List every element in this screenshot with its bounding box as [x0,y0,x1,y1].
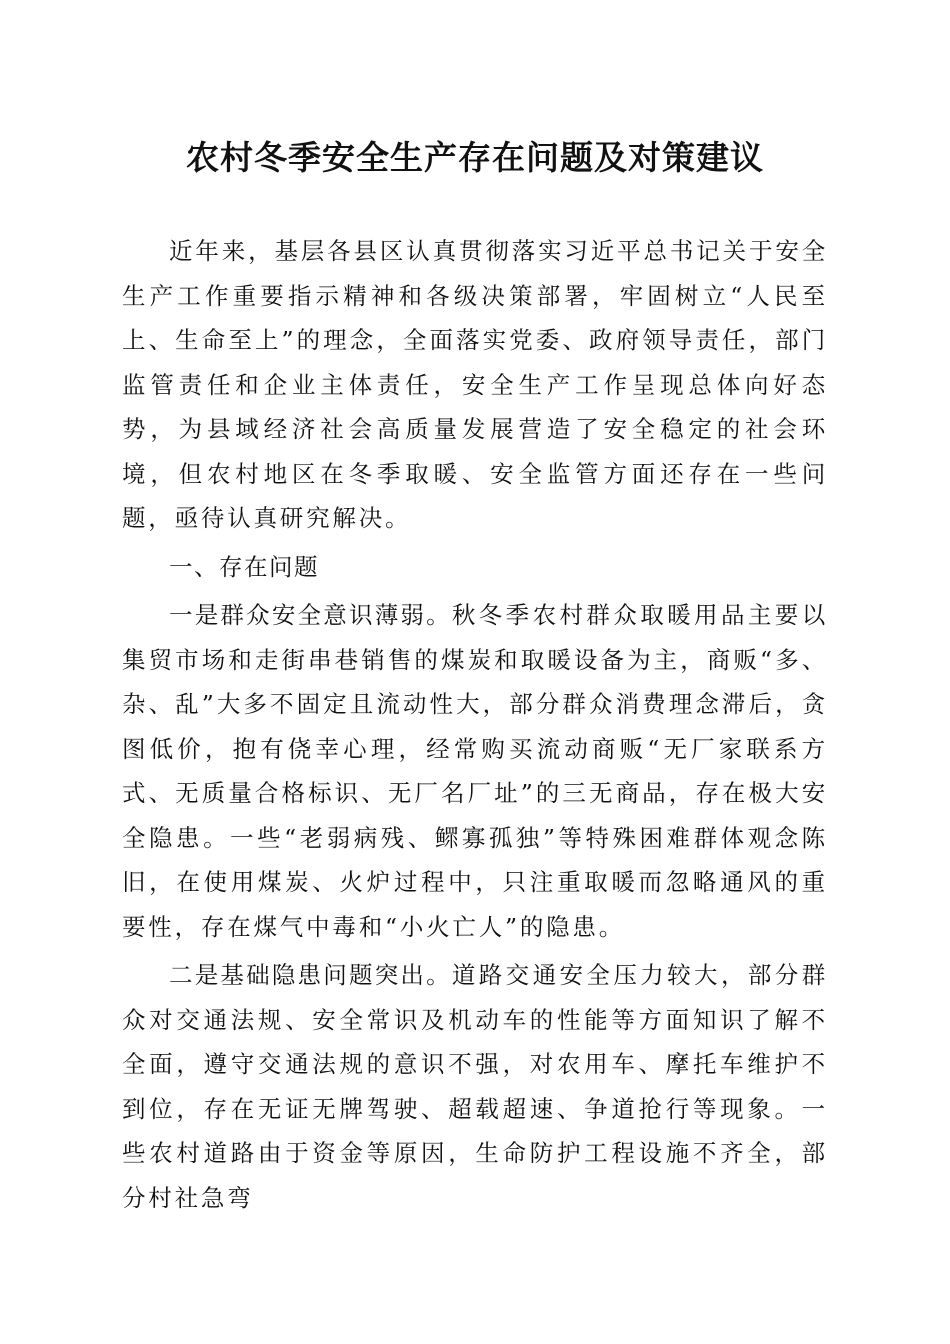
problem-paragraph-1 [122,593,828,949]
section-heading-problems: 一、存在问题 [169,552,319,581]
intro-paragraph: 近年来，基层各县区认真贯彻落实习近平总书记关于安全生产工作重要指示精神和各级决策部署，牢固树立“人民至上、生命至上”的理念，全面落实党委、政府领导责任，部门监管责任和企业主体责任，安全生产工作呈现总体向好态势，为县域经济社会高质量发展营造了安全稳定的社会环境，但农村地区在冬季取暖、安全监管方面还存在一些问题，亟待认真研究解决。 [122,237,828,532]
problem-1-text: 秋冬季农村群众取暖用品主要以集贸市场和走街串巷销售的煤炭和取暖设备为主，商贩“多、杂、乱”大多不固定且流动性大，部分群众消费理念滞后，贪图低价，抱有侥幸心理，经常购买流动商贩“无厂家联系方式、无质量合格标识、无厂名厂址”的三无商品，存在极大安全隐患。一些“老弱病残、鳏寡孤独”等特殊困难群体观念陈旧，在使用煤炭、火炉过程中，只注重取暖而忽略通风的重要性，存在煤气中毒和“小火亡人”的隐患。 [122,601,828,941]
problem-2-lead: 二是基础隐患问题突出。 [169,961,452,989]
document-body [122,229,828,1220]
problem-2-text: 道路交通安全压力较大，部分群众对交通法规、安全常识及机动车的性能等方面知识了解不全面，遵守交通法规的意识不强，对农用车、摩托车维护不到位，存在无证无牌驾驶、超载超速、争道抢行等现象。一些农村道路由于资金等原因，生命防护工程设施不齐全，部分村社急弯 [122,961,828,1212]
document-title: 农村冬季安全生产存在问题及对策建议 [186,138,764,177]
problem-paragraph-2 [122,953,828,1220]
problem-1-lead: 一是群众安全意识薄弱。 [169,601,452,629]
